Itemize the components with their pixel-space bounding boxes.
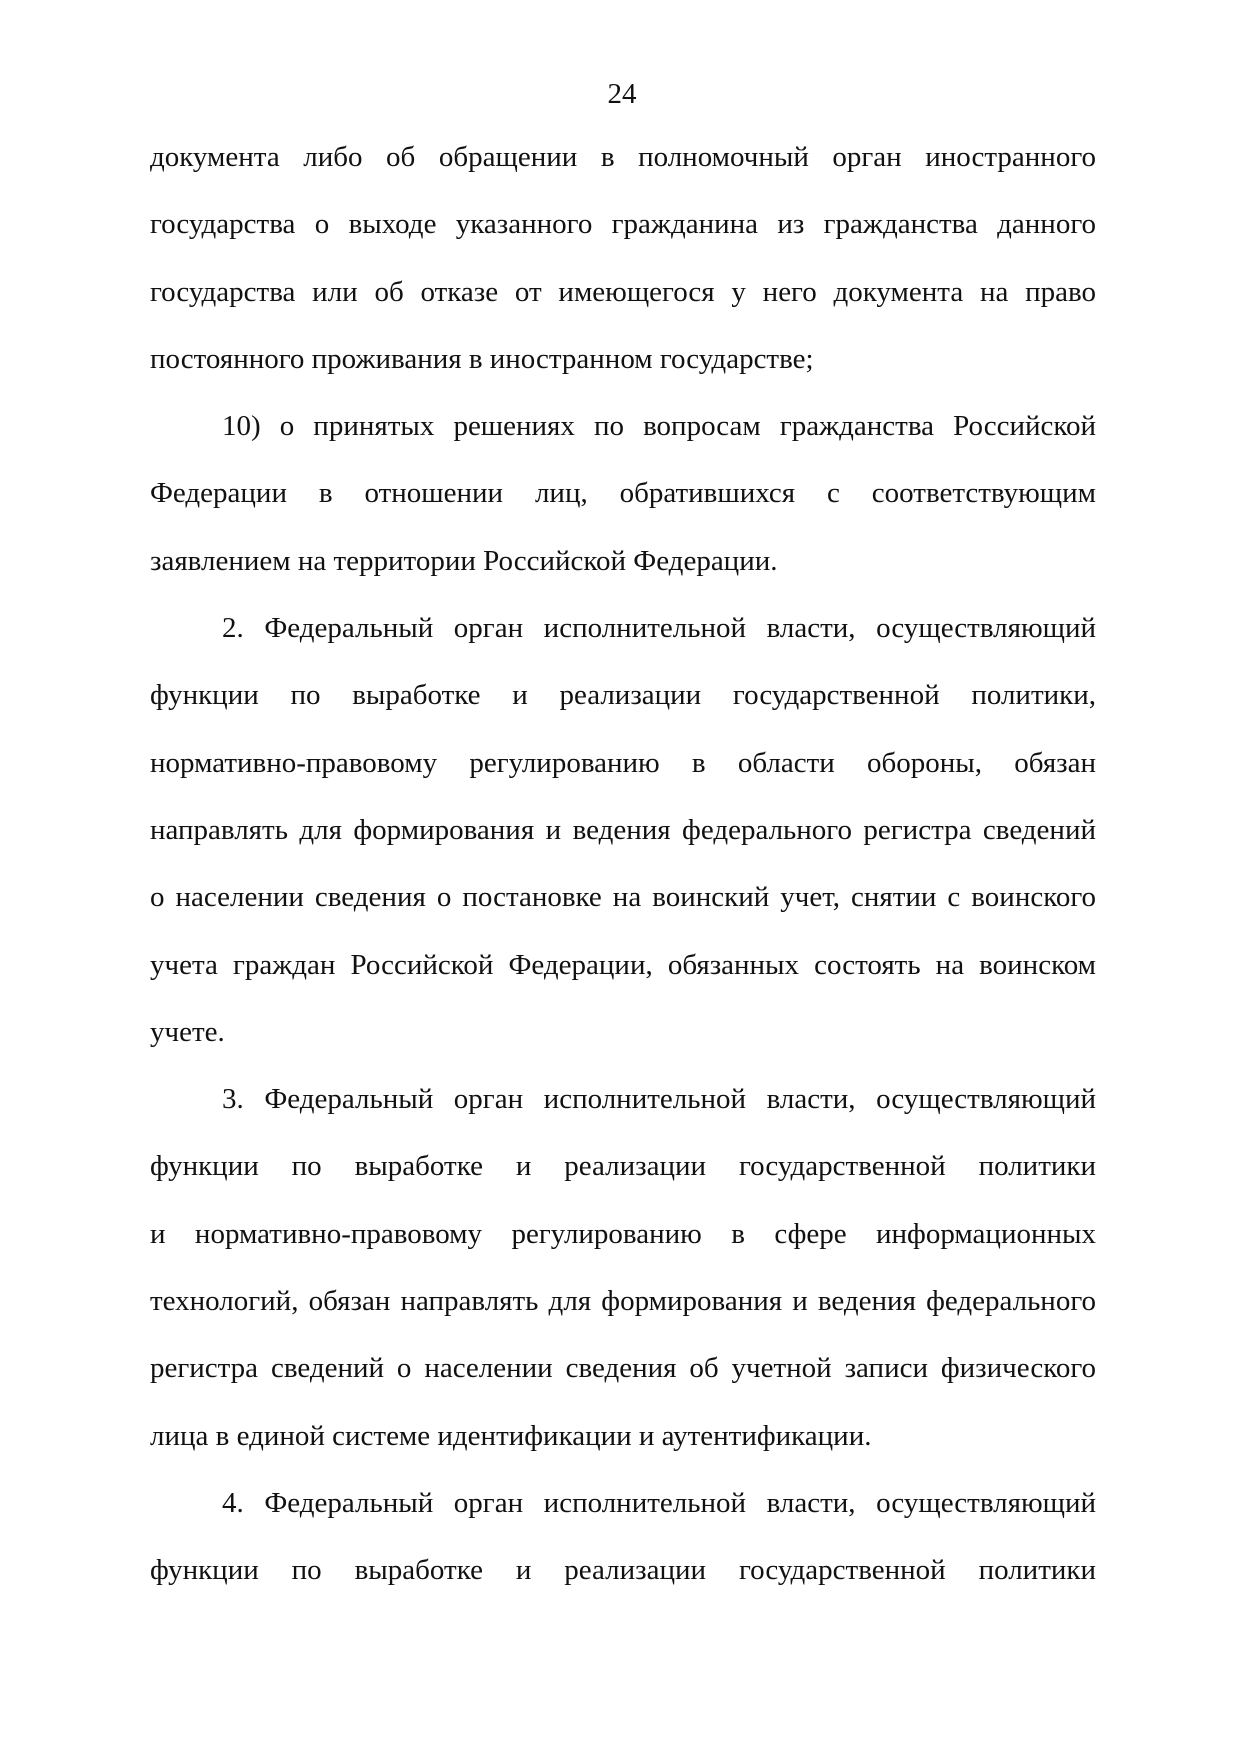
paragraph-clause-2 [150, 611, 1096, 1082]
document-body [150, 140, 1096, 1621]
text-line: функции по выработке и реализации государственной политики [150, 1554, 1096, 1587]
text-line: 3. Федеральный орган исполнительной власти, осуществляющий [222, 1083, 1096, 1116]
text-line: 4. Федеральный орган исполнительной власти, осуществляющий [222, 1486, 1096, 1519]
text-line: нормативно-правовому регулированию в области обороны, обязан [150, 746, 1096, 779]
text-line: лица в единой системе идентификации и аутентификации. [150, 1419, 872, 1452]
text-line: государства о выходе указанного гражданина из гражданства данного [150, 208, 1096, 241]
text-line: функции по выработке и реализации государственной политики, [150, 679, 1096, 712]
text-line: документа либо об обращении в полномочный орган иностранного [150, 141, 1096, 173]
text-line: учета граждан Российской Федерации, обязанных состоять на воинском [150, 948, 1096, 981]
text-line: 10) о принятых решениях по вопросам гражданства Российской [222, 410, 1096, 443]
text-line: направлять для формирования и ведения федерального регистра сведений [150, 813, 1096, 846]
text-line: государства или об отказе от имеющегося у него документа на право [150, 275, 1096, 308]
text-line: о населении сведения о постановке на воинский учет, снятии с воинского [150, 881, 1096, 914]
text-line: функции по выработке и реализации государственной политики [150, 1150, 1096, 1183]
text-line: технологий, обязан направлять для формирования и ведения федерального [150, 1285, 1096, 1318]
paragraph-clause-4 [150, 1486, 1096, 1621]
page-number: 24 [607, 78, 637, 110]
text-line: 2. Федеральный орган исполнительной власти, осуществляющий [222, 612, 1096, 645]
text-line: Федерации в отношении лиц, обратившихся с соответствующим [150, 477, 1096, 510]
text-line: регистра сведений о населении сведения об учетной записи физического [150, 1352, 1096, 1385]
paragraph-item-10 [150, 409, 1096, 611]
paragraph-clause-3 [150, 1082, 1096, 1486]
text-line: учете. [150, 1015, 225, 1048]
text-line: постоянного проживания в иностранном государстве; [150, 342, 814, 375]
paragraph-continuation [150, 140, 1096, 409]
text-line: и нормативно-правовому регулированию в сфере информационных [150, 1217, 1096, 1250]
text-line: заявлением на территории Российской Федерации. [150, 544, 778, 577]
